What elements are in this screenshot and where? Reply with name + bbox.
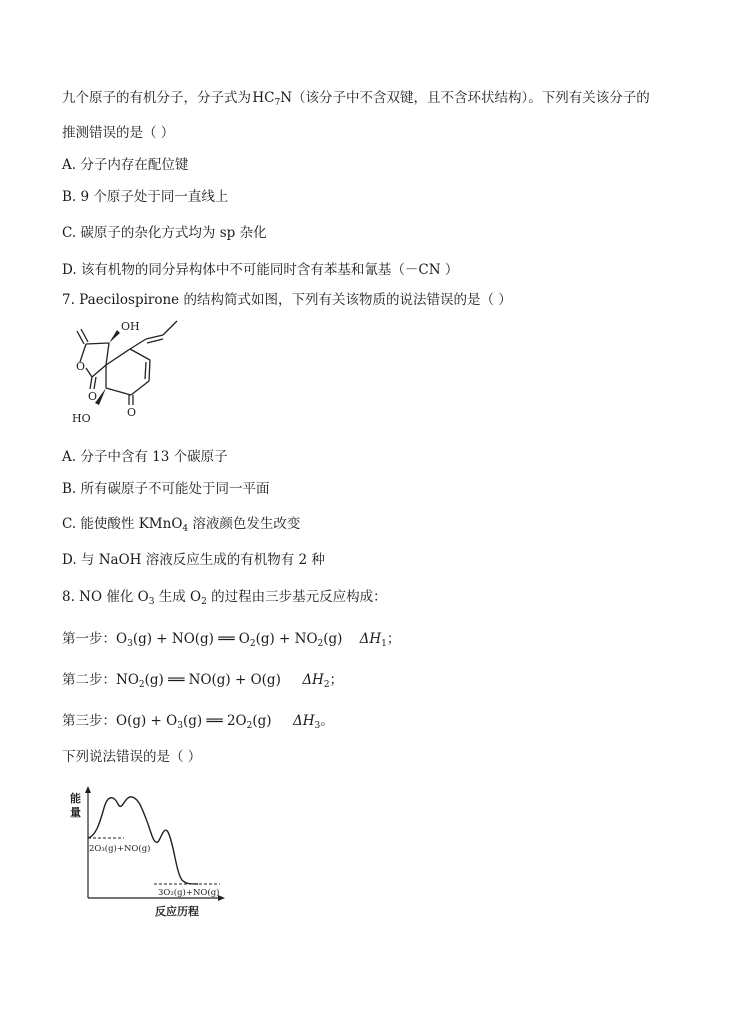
- ring-oxygen-label: O: [76, 360, 86, 373]
- q6-option-d: D. 该有机物的同分异构体中不可能同时含有苯基和氰基（－CN ）: [62, 262, 459, 278]
- q7-option-c: C. 能使酸性 KMnO$_4$ 溶液颜色发生改变: [62, 516, 301, 534]
- q8-step2: 第二步：$NO_2(g)$ ══ NO(g) + O(g) $\Delta H_2$；: [62, 672, 344, 690]
- q6-option-a: A. 分子内存在配位键: [62, 157, 189, 173]
- q6-stem-line1: 九个原子的有机分子，分子式为 $HC_7N$（该分子中不含双键，且不含环状结构）。下列有关该分子的: [62, 90, 650, 108]
- lactone-oxygen-label: O: [88, 390, 98, 403]
- product-label: 3O₂(g)+NO(g): [158, 888, 220, 898]
- q7-option-a: A. 分子中含有 13 个碳原子: [62, 449, 228, 465]
- energy-profile-diagram: [68, 784, 228, 922]
- q6-option-b: B. 9 个原子处于同一直线上: [62, 189, 229, 205]
- q8-step3: 第三步：$O(g) + O_3(g)$ ══ $2O_2(g)$ $\Delta H_3$。: [62, 713, 334, 731]
- q8-step1: 第一步：$O_3(g) + NO(g)$ ══ $O_2(g) + NO_2(g)$ $\Delta H_1$；: [62, 631, 401, 649]
- y-axis-label-2: 量: [70, 806, 81, 819]
- q8-question: 下列说法错误的是（ ）: [62, 749, 202, 765]
- reactant-label: 2O₃(g)+NO(g): [89, 844, 151, 854]
- q8-stem: 8. NO 催化 $O_3$ 生成 $O_2$ 的过程由三步基元反应构成：: [62, 589, 387, 607]
- q7-structure-diagram: [62, 312, 202, 430]
- q7-stem: 7. Paecilospirone 的结构简式如图，下列有关该物质的说法错误的是（ ）: [62, 292, 512, 308]
- y-axis-label-1: 能: [70, 792, 81, 805]
- ketone-oxygen-label: O: [127, 406, 137, 419]
- oh-top-label: OH: [121, 320, 140, 333]
- q6-option-c: C. 碳原子的杂化方式均为 sp 杂化: [62, 225, 267, 241]
- q7-option-b: B. 所有碳原子不可能处于同一平面: [62, 481, 270, 497]
- x-axis-label: 反应历程: [155, 905, 199, 918]
- q6-stem-line2: 推测错误的是（ ）: [62, 125, 175, 141]
- q7-option-d: D. 与 NaOH 溶液反应生成的有机物有 2 种: [62, 552, 325, 568]
- oh-bottom-label: HO: [72, 412, 91, 425]
